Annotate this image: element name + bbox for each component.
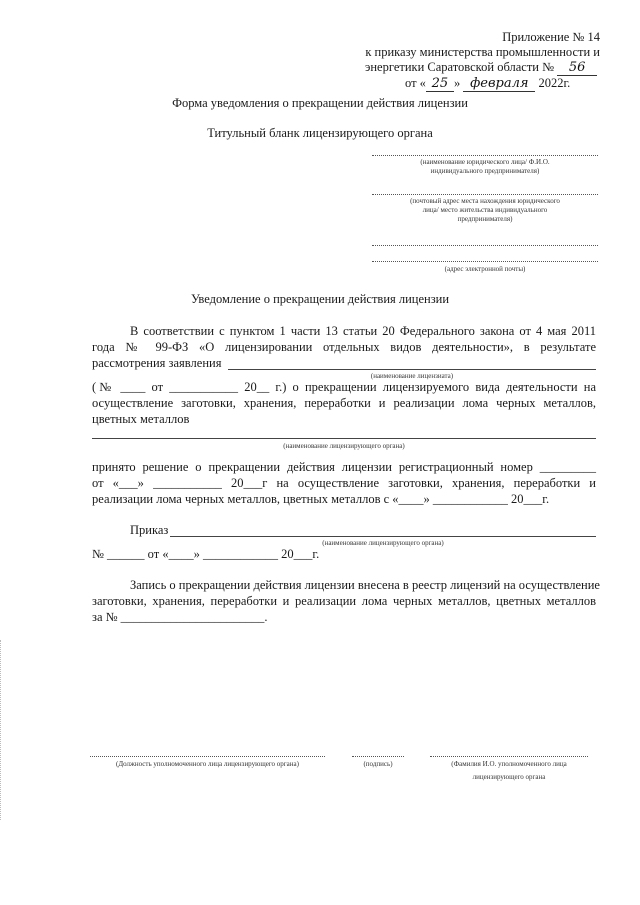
extra-line: [372, 245, 598, 246]
position-line: [90, 756, 325, 757]
licensee-line: [228, 369, 596, 370]
order-line-2: № ______ от «____» ____________ 20___г.: [92, 547, 320, 561]
caption-signature: (подпись): [363, 760, 393, 768]
email-line: [372, 261, 598, 262]
caption-position: (Должность уполномоченного лица лицензирующего органа): [116, 760, 299, 768]
p4-line-2: [92, 594, 596, 609]
caption-authority: (наименование лицензирующего органа): [283, 442, 405, 450]
scan-edge-mark: [0, 640, 4, 820]
date-mid: »: [453, 76, 461, 90]
caption-licensee: (наименование лицензиата): [370, 372, 454, 380]
caption-fio-1: (Фамилия И.О. уполномоченного лица: [451, 760, 567, 768]
form-title: Форма уведомления о прекращении действия лицензии: [172, 96, 468, 110]
legal-name-line: [372, 155, 598, 156]
p2-line-1-text: (№ ____ от ___________ 20__ г.) о прекращении лицензируемого вида деятельности на: [92, 380, 596, 394]
p4-line-3: за № _______________________.: [92, 610, 268, 624]
p4-line-1: [130, 578, 600, 593]
date-year: 2022г.: [538, 76, 571, 90]
appendix-line-3: [365, 60, 597, 76]
p3-line-2-text: от «___» ___________ 20___г на осуществление заготовки, хранения, переработки и: [92, 476, 596, 490]
p2-line-3: цветных металлов: [92, 412, 190, 426]
fio-line: [430, 756, 588, 757]
p1-line-2: [92, 340, 596, 355]
signature-line: [352, 756, 404, 757]
authority-line: [92, 438, 596, 439]
subtitle: Титульный бланк лицензирующего органа: [207, 126, 433, 140]
caption-legal-name-1: (наименование юридического лица/ Ф.И.О.: [420, 158, 550, 166]
p3-line-2: [92, 476, 596, 491]
p4-line-2-text: заготовки, хранения, переработки и реализации лома черных металлов, цветных металлов: [92, 594, 596, 608]
address-line: [372, 194, 598, 195]
p1-line-1: [130, 324, 596, 339]
caption-email: (адрес электронной почты): [444, 265, 526, 273]
notice-title: Уведомление о прекращении действия лицензии: [190, 292, 450, 306]
caption-address-3: предпринимателя): [457, 215, 513, 223]
appendix-line-3-text: энергетики Саратовской области №: [365, 60, 555, 74]
caption-legal-name-2: индивидуального предпринимателя): [430, 167, 540, 175]
date-day: 25: [426, 76, 454, 92]
caption-address-1: (почтовый адрес места нахождения юридического: [410, 197, 560, 205]
order-label: Приказ: [130, 523, 169, 537]
date-prefix: от «: [405, 76, 426, 90]
p3-line-1-text: принято решение о прекращении действия лицензии регистрационный номер _________: [92, 460, 596, 474]
p1-line-1-text: В соответствии с пунктом 1 части 13 статьи 20 Федерального закона от 4 мая 2011: [130, 324, 596, 338]
caption-fio-2: лицензирующего органа: [472, 773, 546, 781]
p3-line-1: [92, 460, 596, 475]
order-authority-line: [170, 536, 596, 537]
date-month: февраля: [463, 76, 535, 92]
appendix-date: [405, 76, 570, 92]
appendix-line-2: к приказу министерства промышленности и: [365, 45, 600, 59]
order-number: 56: [557, 60, 597, 76]
p4-line-1-text: Запись о прекращении действия лицензии внесена в реестр лицензий на осуществление: [130, 578, 600, 592]
p3-line-3: реализации лома черных металлов, цветных металлов с «____» ____________ 20___г.: [92, 492, 550, 506]
p1-line-2-text: года № 99-ФЗ «О лицензировании отдельных видов деятельности», в результате: [92, 340, 596, 354]
caption-address-2: лица/ место жительства индивидуального: [422, 206, 548, 214]
p2-line-2-text: осуществление заготовки, хранения, переработки и реализации лома черных металлов,: [92, 396, 596, 410]
p2-line-1: [92, 380, 596, 395]
caption-authority-2: (наименование лицензирующего органа): [322, 539, 444, 547]
appendix-line-1: Приложение № 14: [502, 30, 600, 44]
p1-line-3: рассмотрения заявления: [92, 356, 222, 370]
p2-line-2: [92, 396, 596, 411]
